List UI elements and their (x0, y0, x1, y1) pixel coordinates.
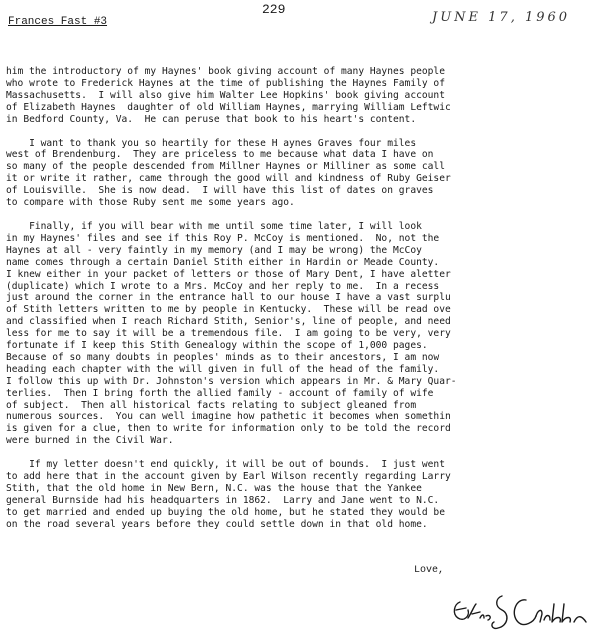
text-line: to compare with those Ruby sent me some years ago. (6, 197, 295, 209)
text-line: it or write it rather, came through the good will and kindness of Ruby Geiser (6, 173, 451, 185)
text-line: who wrote to Frederick Haynes at the time of publishing the Haynes Family of (6, 77, 445, 89)
text-line: name comes through a certain Daniel Stith either in Hardin or Meade County. (6, 256, 440, 268)
text-line: heading each chapter with the will given in full of the head of the family. (6, 363, 440, 375)
text-line: in my Haynes' files and see if this Roy P. McCoy is mentioned. No, not the (6, 232, 440, 244)
text-line: Stith, that the old home in New Bern, N.C. was the house that the Yankee (6, 483, 422, 494)
text-line: Haynes at all - very faintly in my memory (and I may be wrong) the McCoy (6, 244, 422, 256)
text-line: I follow this up with Dr. Johnston's version which appears in Mr. & Mary Quar- (6, 375, 457, 387)
text-line: to get married and ended up buying the old home, but he stated they would be (6, 506, 445, 518)
text-line: fortunate if I keep this Stith Genealogy within the scope of 1,000 pages. (6, 340, 428, 352)
text-line: of Louisville. She is now dead. I will have this list of dates on graves (6, 185, 434, 197)
text-line: If my letter doesn't end quickly, it will be out of bounds. I just went (6, 459, 445, 471)
text-line: I want to thank you so heartily for these H aynes Graves four miles (6, 137, 417, 149)
text-line: of subject. Then all historical facts relating to subject gleaned from (6, 399, 417, 411)
letter-date: JUNE 17, 1960 (432, 10, 571, 25)
text-line: so many of the people descended from Millner Haynes or Milliner as some call (6, 161, 445, 173)
text-line: just around the corner in the entrance hall to our house I have a vast surplu (6, 292, 451, 304)
text-line: general Burnside had his headquarters in 1862. Larry and Jane went to N.C. (6, 494, 440, 506)
text-line: Because of so many doubts in peoples' minds as to their ancestors, I am now (6, 351, 440, 363)
closing-salutation: Love, (414, 565, 445, 576)
text-line: of Elizabeth Haynes daughter of old William Haynes, marrying William Leftwic (6, 101, 451, 113)
text-line: is given for a clue, then to write for information only to be told the record (6, 423, 451, 435)
text-line: in Bedford County, Va. He can peruse that book to his heart's content. (6, 113, 417, 125)
text-line: terlies. Then I bring forth the allied family - account of family of wife (6, 387, 434, 399)
letter-paragraph (6, 459, 590, 530)
letter-body (6, 66, 590, 543)
text-line: and classified when I reach Richard Stith, Senior's, line of people, and need (6, 316, 451, 328)
text-line: less for me to say it will be a tremendous file. I am going to be very, very (6, 328, 451, 340)
page-number: 229 (262, 2, 286, 17)
handwritten-signature (446, 592, 592, 640)
text-line: Finally, if you will bear with me until some time later, I will look (6, 220, 422, 232)
text-line: him the introductory of my Haynes' book giving account of many Haynes people (6, 66, 445, 77)
text-line: (duplicate) which I wrote to a Mrs. McCoy and her reply to me. In a recess (6, 280, 440, 292)
text-line: on the road several years before they could settle down in that old home. (6, 518, 428, 530)
letter-paragraph (6, 221, 590, 447)
letter-paragraph (6, 138, 590, 209)
text-line: were burned in the Civil War. (6, 435, 174, 447)
text-line: Massachusetts. I will also give him Walter Lee Hopkins' book giving account (6, 89, 445, 101)
letter-paragraph (6, 66, 590, 126)
text-line: of Stith letters written to me by people in Kentucky. These will be read ove (6, 304, 451, 316)
text-line: to add here that in the account given by Earl Wilson recently regarding Larry (6, 471, 451, 483)
text-line: I knew either in your packet of letters or those of Mary Dent, I have aletter (6, 268, 451, 280)
letter-header-title: Frances Fast #3 (8, 16, 108, 28)
text-line: numerous sources. You can well imagine how pathetic it becomes when somethin (6, 411, 451, 423)
text-line: west of Brendenburg. They are priceless to me because what data I have on (6, 149, 434, 161)
